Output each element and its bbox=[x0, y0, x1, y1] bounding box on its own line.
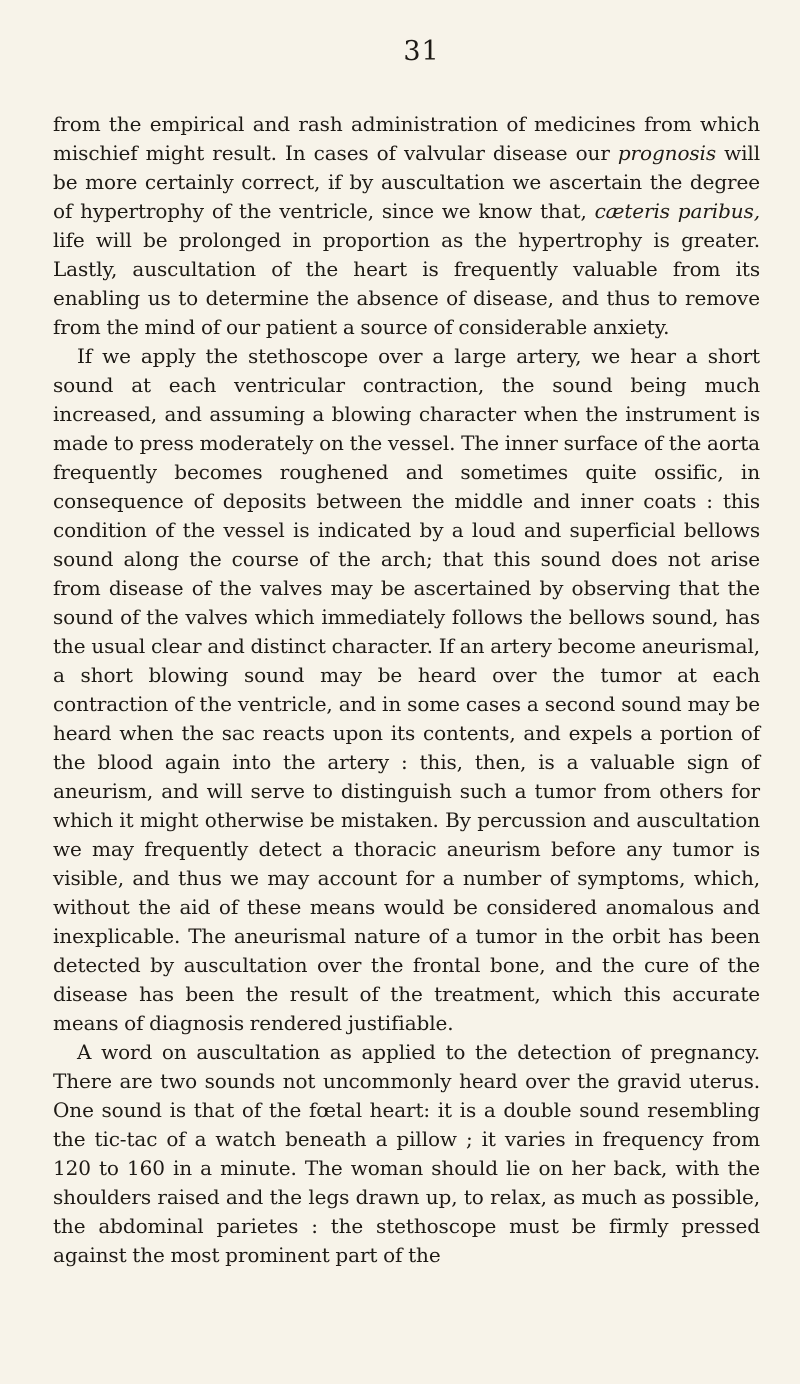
paragraph-1-text: will be more certainly correct, if by auscultation we ascertain the degree of hypertrophy of the ventricle, since we know that, bbox=[53, 141, 760, 223]
italic-term-prognosis: prognosis bbox=[617, 141, 717, 165]
paragraph-3-text: A word on auscultation as applied to the detection of pregnancy. There are two sounds not uncommonly heard over the gravid uterus. One sound is that of the fœtal heart: it is a double sound resembling the tic-tac of a watch beneath a pillow ; it varies in frequency from 120 to 160 in a minute. The woman should lie on her back, with the shoulders raised and the legs drawn up, to relax, as much as possible, the abdominal parietes : the stethoscope must be firmly pressed against the most prominent part of the bbox=[53, 1040, 760, 1267]
paragraph-3 bbox=[53, 1038, 760, 1270]
italic-term-caeteris-paribus: cæteris paribus, bbox=[594, 199, 760, 223]
paragraph-1-text: from the empirical and rash administration of medicines from which mischief might result. In cases of valvular disease our bbox=[53, 112, 760, 165]
page-number: 31 bbox=[403, 36, 440, 67]
page-body bbox=[53, 110, 760, 1270]
paragraph-1-text: life will be prolonged in proportion as the hypertrophy is greater. Lastly, auscultation of the heart is frequently valuable from its enabling us to determine the absence of disease, and thus to remove from the mind of our patient a source of considerable anxiety. bbox=[53, 228, 760, 339]
paragraph-1 bbox=[53, 110, 760, 342]
paragraph-2-text: If we apply the stethoscope over a large artery, we hear a short sound at each ventricular contraction, the sound being much increased, and assuming a blowing character when the instrument is made to press moderately on the vessel. The inner surface of the aorta frequently becomes roughened and sometimes quite ossific, in consequence of deposits between the middle and inner coats : this condition of the vessel is indicated by a loud and superficial bellows sound along the course of the arch; that this sound does not arise from disease of the valves may be ascertained by observing that the sound of the valves which immediately follows the bellows sound, has the usual clear and distinct character. If an artery become aneurismal, a short blowing sound may be heard over the tumor at each contraction of the ventricle, and in some cases a second sound may be heard when the sac reacts upon its contents, and expels a portion of the blood again into the artery : this, then, is a valuable sign of aneurism, and will serve to distinguish such a tumor from others for which it might otherwise be mistaken. By percussion and auscultation we may frequently detect a thoracic aneurism before any tumor is visible, and thus we may account for a number of symptoms, which, without the aid of these means would be considered anomalous and inexplicable. The aneurismal nature of a tumor in the orbit has been detected by auscultation over the frontal bone, and the cure of the disease has been the result of the treatment, which this accurate means of diagnosis rendered justifiable. bbox=[53, 344, 760, 1035]
paragraph-2 bbox=[53, 342, 760, 1038]
